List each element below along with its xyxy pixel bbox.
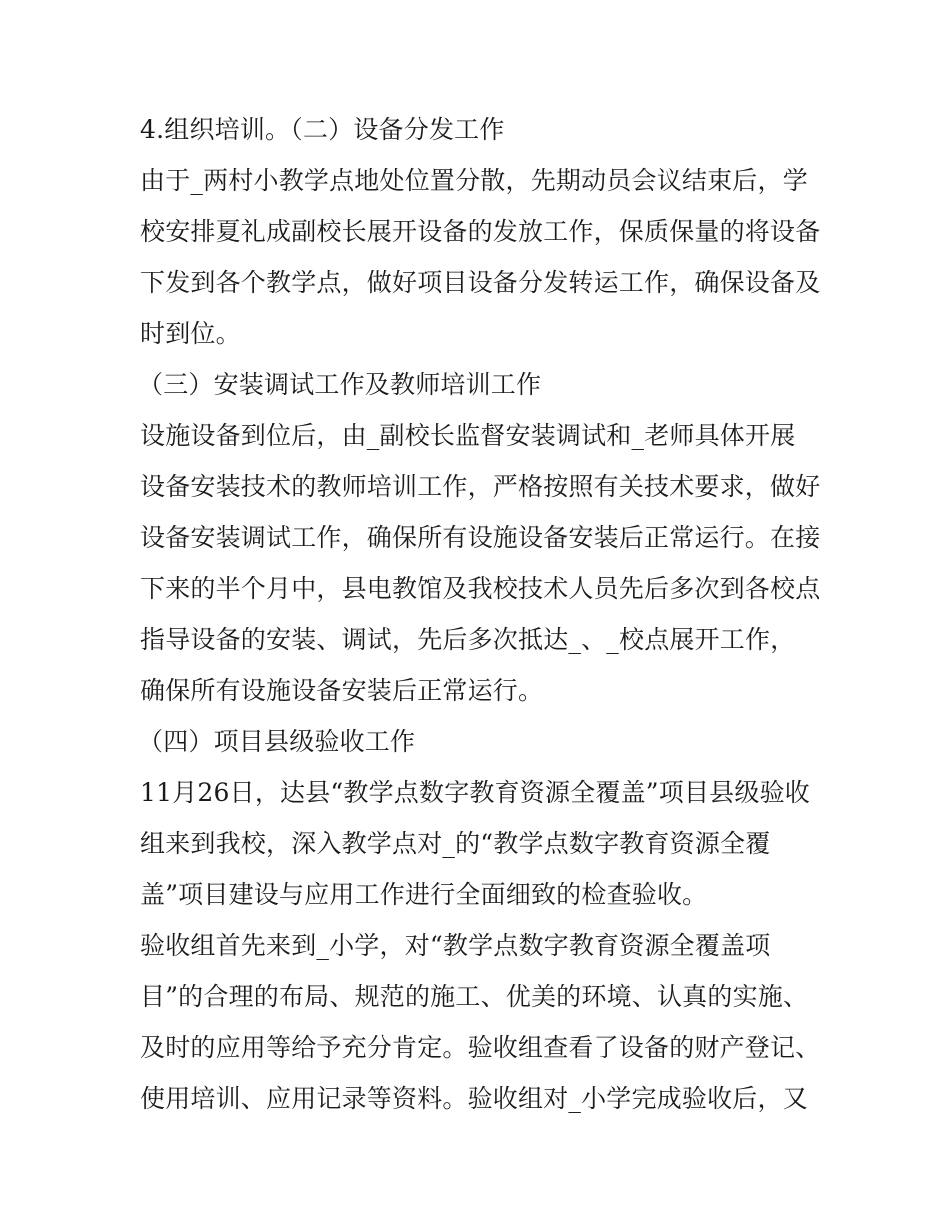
text-line: 由于_两村小教学点地处位置分散，先期动员会议结束后，学 bbox=[140, 166, 808, 195]
document-body bbox=[140, 104, 830, 1124]
text-line: 下来的半个月中，县电教馆及我校技术人员先后多次到各校点 bbox=[140, 574, 821, 603]
text-line: 盖”项目建设与应用工作进行全面细致的检查验收。 bbox=[140, 880, 708, 909]
text-line: 确保所有设施设备安装后正常运行。 bbox=[140, 676, 544, 705]
text-line: 设施设备到位后，由_副校长监督安装调试和_老师具体开展 bbox=[140, 421, 796, 450]
text-line: 指导设备的安装、调试，先后多次抵达_、_校点展开工作， bbox=[140, 625, 796, 654]
text-line: 设备安装调试工作，确保所有设施设备安装后正常运行。在接 bbox=[140, 523, 821, 552]
text-line: 11月26日，达县“教学点数字教育资源全覆盖”项目县级验收 bbox=[140, 778, 810, 807]
text-line: 组来到我校，深入教学点对_的“教学点数字教育资源全覆 bbox=[140, 829, 771, 858]
text-line: 设备安装技术的教师培训工作，严格按照有关技术要求，做好 bbox=[140, 472, 821, 501]
text-line: 及时的应用等给予充分肯定。验收组查看了设备的财产登记、 bbox=[140, 1033, 821, 1062]
text-line: 时到位。 bbox=[140, 319, 241, 348]
text-line: 使用培训、应用记录等资料。验收组对_小学完成验收后，又 bbox=[140, 1084, 808, 1113]
text-line: 校安排夏礼成副校长展开设备的发放工作，保质保量的将设备 bbox=[140, 217, 821, 246]
text-line: 4.组织培训。（二）设备分发工作 bbox=[140, 115, 505, 144]
text-line: 目”的合理的布局、规范的施工、优美的环境、认真的实施、 bbox=[140, 982, 809, 1011]
section-heading: （四）项目县级验收工作 bbox=[138, 727, 416, 756]
text-line: 下发到各个教学点，做好项目设备分发转运工作，确保设备及 bbox=[140, 268, 821, 297]
section-heading: （三）安装调试工作及教师培训工作 bbox=[138, 370, 542, 399]
text-line: 验收组首先来到_小学，对“教学点数字教育资源全覆盖项 bbox=[140, 931, 771, 960]
